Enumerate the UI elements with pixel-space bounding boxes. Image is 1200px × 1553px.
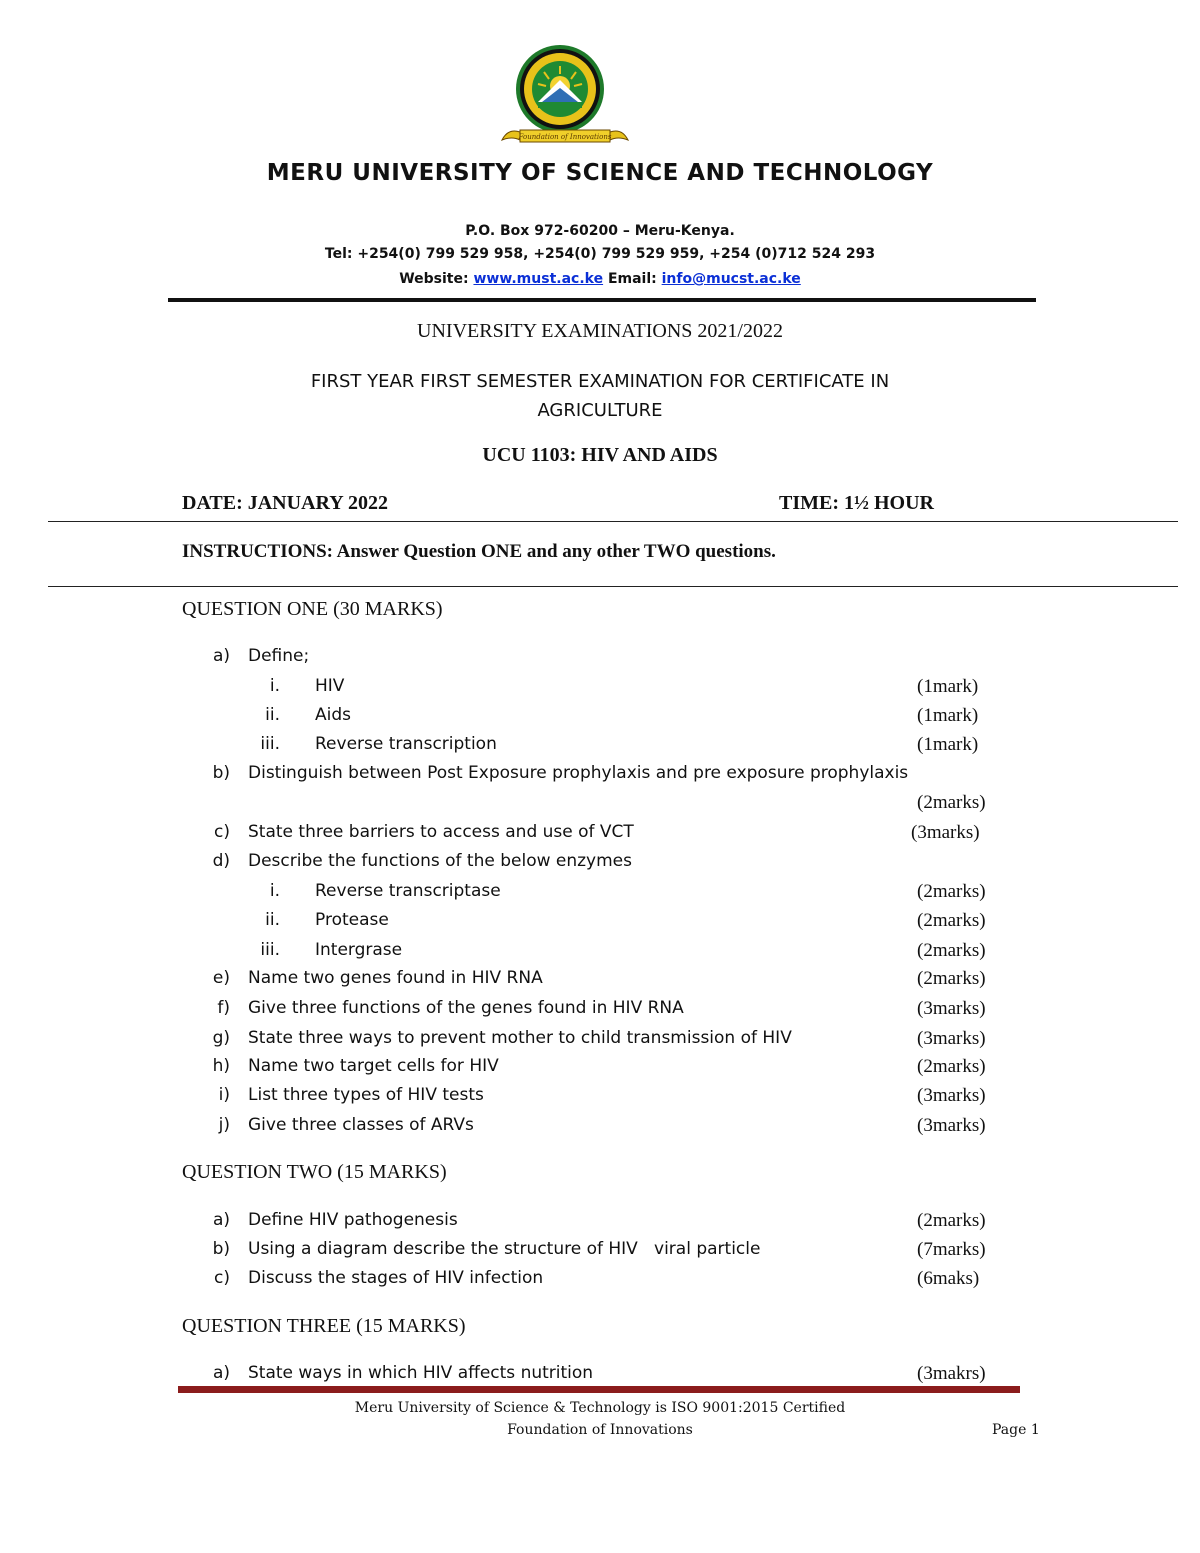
q3-text-a: State ways in which HIV affects nutrition — [248, 1363, 594, 1383]
q1-marks-j: (3marks) — [917, 1115, 986, 1136]
divider-bottom — [48, 586, 1178, 587]
q1-text-e: Name two genes found in HIV RNA — [248, 968, 543, 988]
footer-divider — [178, 1386, 1020, 1393]
q2-label-a: a) — [212, 1210, 230, 1230]
q1-label-a-iii: iii. — [260, 734, 280, 754]
q1-label-h: h) — [212, 1056, 230, 1076]
q2-label-b: b) — [212, 1239, 230, 1259]
q1-label-f: f) — [217, 998, 230, 1018]
q1-marks-h: (2marks) — [917, 1056, 986, 1077]
q1-label-a: a) — [212, 646, 230, 666]
q1-marks-i: (3marks) — [917, 1085, 986, 1106]
q2-marks-b: (7marks) — [917, 1239, 986, 1260]
q1-label-e: e) — [212, 968, 230, 988]
q1-marks-d-iii: (2marks) — [917, 940, 986, 961]
question-one-heading: QUESTION ONE (30 MARKS) — [182, 598, 443, 620]
q1-label-d-i: i. — [269, 881, 280, 901]
instructions — [182, 541, 776, 563]
q1-text-a-i: HIV — [315, 676, 345, 696]
instructions-label: INSTRUCTIONS: — [182, 541, 333, 562]
q2-label-c: c) — [214, 1268, 230, 1288]
q1-label-a-i: i. — [269, 676, 280, 696]
q1-marks-a-ii: (1mark) — [917, 705, 979, 726]
course-title: UCU 1103: HIV AND AIDS — [482, 444, 718, 466]
q1-label-a-ii: ii. — [265, 705, 280, 725]
footer-certification: Meru University of Science & Technology is ISO 9001:2015 Certified — [354, 1400, 846, 1416]
exam-title: UNIVERSITY EXAMINATIONS 2021/2022 — [417, 320, 783, 342]
q1-marks-d-i: (2marks) — [917, 881, 986, 902]
q1-text-j: Give three classes of ARVs — [248, 1115, 474, 1135]
q1-marks-d-ii: (2marks) — [917, 910, 986, 931]
q1-text-d-i: Reverse transcriptase — [315, 881, 501, 901]
semester-title — [0, 367, 1200, 425]
q1-text-d-iii: Intergrase — [315, 940, 403, 960]
q1-text-c: State three barriers to access and use of VCT — [248, 822, 634, 842]
university-logo — [498, 44, 632, 154]
website-label: Website: — [399, 271, 474, 287]
question-two-heading: QUESTION TWO (15 MARKS) — [182, 1161, 447, 1183]
email-label: Email: — [603, 271, 662, 287]
q1-text-h: Name two target cells for HIV — [248, 1056, 499, 1076]
postal-address: P.O. Box 972-60200 – Meru-Kenya. — [465, 223, 735, 239]
q1-text-b: Distinguish between Post Exposure prophylaxis and pre exposure prophylaxis — [248, 763, 909, 783]
q1-label-i: i) — [218, 1085, 230, 1105]
telephone-line: Tel: +254(0) 799 529 958, +254(0) 799 529 959, +254 (0)712 524 293 — [324, 246, 876, 262]
q2-text-a: Define HIV pathogenesis — [248, 1210, 458, 1230]
q1-text-a: Define; — [248, 646, 310, 666]
q1-label-j: j) — [218, 1115, 230, 1135]
website-link[interactable]: www.must.ac.ke — [473, 271, 604, 287]
footer-motto: Foundation of Innovations — [507, 1422, 693, 1438]
q1-marks-e: (2marks) — [917, 968, 986, 989]
q2-text-b: Using a diagram describe the structure of HIV viral particle — [248, 1239, 761, 1259]
q1-marks-b: (2marks) — [917, 792, 986, 813]
university-name: MERU UNIVERSITY OF SCIENCE AND TECHNOLOGY — [266, 160, 934, 186]
q1-label-c: c) — [214, 822, 230, 842]
q1-marks-a-i: (1mark) — [917, 676, 979, 697]
q1-label-g: g) — [212, 1028, 230, 1048]
q1-label-d-iii: iii. — [260, 940, 280, 960]
email-link[interactable]: info@mucst.ac.ke — [661, 271, 801, 287]
q3-marks-a: (3makrs) — [917, 1363, 986, 1384]
q1-marks-g: (3marks) — [917, 1028, 986, 1049]
q1-text-a-iii: Reverse transcription — [315, 734, 497, 754]
q1-text-a-ii: Aids — [315, 705, 352, 725]
q1-marks-c: (3marks) — [911, 822, 980, 843]
q1-text-f: Give three functions of the genes found in HIV RNA — [248, 998, 684, 1018]
q1-text-i: List three types of HIV tests — [248, 1085, 484, 1105]
q1-text-g: State three ways to prevent mother to child transmission of HIV — [248, 1028, 792, 1048]
header-divider — [168, 298, 1036, 302]
logo-motto: Foundation of Innovations — [518, 133, 612, 141]
q1-label-b: b) — [212, 763, 230, 783]
q2-marks-a: (2marks) — [917, 1210, 986, 1231]
divider-top — [48, 521, 1178, 522]
q1-label-d: d) — [212, 851, 230, 871]
q3-label-a: a) — [212, 1363, 230, 1383]
exam-date: DATE: JANUARY 2022 — [182, 492, 388, 514]
semester-title-line1: FIRST YEAR FIRST SEMESTER EXAMINATION FOR CERTIFICATE IN — [310, 371, 890, 392]
web-contact-line — [0, 271, 1200, 287]
q2-text-c: Discuss the stages of HIV infection — [248, 1268, 544, 1288]
exam-time: TIME: 1½ HOUR — [779, 492, 934, 514]
semester-title-line2: AGRICULTURE — [537, 400, 663, 421]
q1-marks-f: (3marks) — [917, 998, 986, 1019]
q1-marks-a-iii: (1mark) — [917, 734, 979, 755]
q1-text-d: Describe the functions of the below enzymes — [248, 851, 632, 871]
q2-marks-c: (6maks) — [917, 1268, 980, 1289]
q1-text-d-ii: Protease — [315, 910, 389, 930]
instructions-text: Answer Question ONE and any other TWO questions. — [332, 541, 776, 562]
page-number: Page 1 — [992, 1422, 1040, 1438]
question-three-heading: QUESTION THREE (15 MARKS) — [182, 1315, 466, 1337]
q1-label-d-ii: ii. — [265, 910, 280, 930]
